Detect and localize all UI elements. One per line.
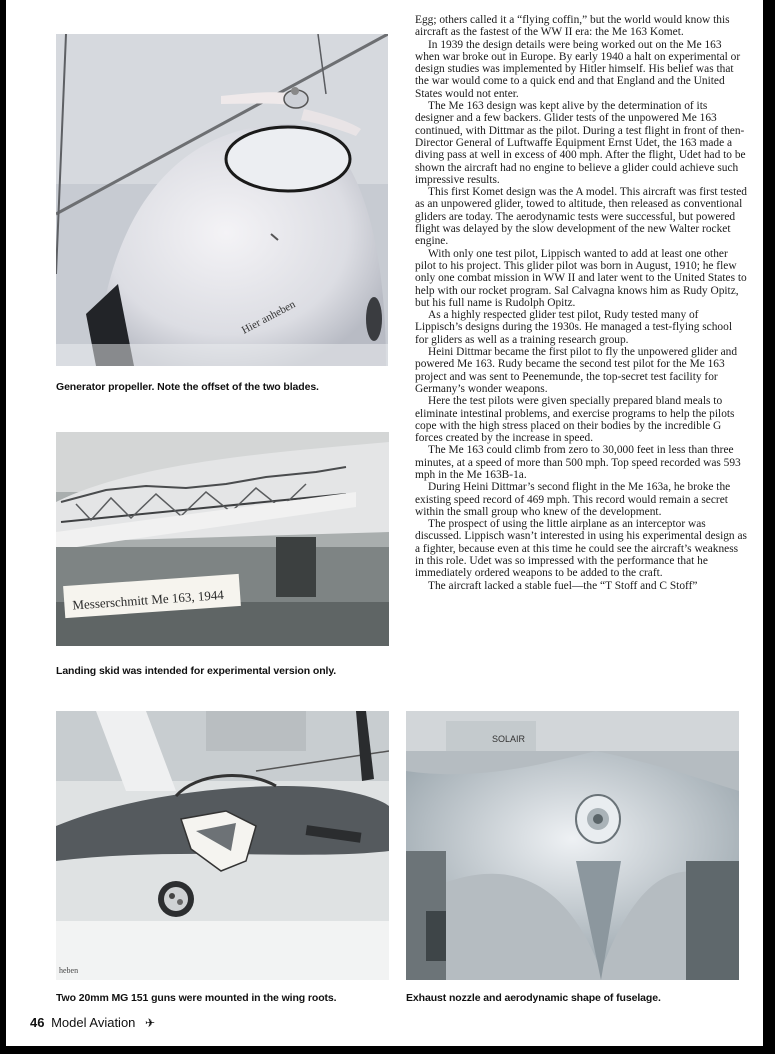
article-paragraph: The Me 163 could climb from zero to 30,000 feet in less than three minutes, at a speed of more than 500 mph. Top speed recorded was 593 mph in the Me 163B-1a. (415, 444, 741, 481)
page-folio (30, 1015, 155, 1030)
museum-plaque-text: Messerschmitt Me 163, 1944 (71, 587, 225, 613)
page-number: 46 (30, 1015, 45, 1030)
photo-wing-root-guns (56, 711, 389, 980)
photo-landing-skid (56, 432, 389, 646)
article-text-column (415, 14, 747, 592)
magazine-title: Model Aviation (51, 1015, 136, 1030)
photo-exhaust-nozzle (406, 711, 739, 980)
article-paragraph: With only one test pilot, Lippisch wanted to add at least one other pilot to his project. This glider pilot was born in August, 1910; he flew only one combat mission in WW II and later went to the United States to help with our rocket program. Sal Calvagna knows him as Rudy Opitz, but his full name is Rudolph Opitz. (415, 247, 747, 309)
article-paragraph: Egg; others called it a “flying coffin,” but the world would know this aircraft as the fastest of the WW II era: the Me 163 Komet. (415, 14, 730, 39)
article-paragraph: The aircraft lacked a stable fuel—the “T Stoff and C Stoff” (428, 579, 698, 592)
caption-landing-skid: Landing skid was intended for experimental version only. (56, 665, 337, 677)
photo-generator-propeller (56, 34, 388, 366)
caption-wing-root-guns: Two 20mm MG 151 guns were mounted in the wing roots. (56, 992, 337, 1004)
article-paragraph: As a highly respected glider test pilot, Rudy tested many of Lippisch’s designs during the 1930s. He managed a test-flying school for gliders as well as a training research group. (415, 309, 732, 346)
article-paragraph: During Heini Dittmar’s second flight in the Me 163a, he broke the existing speed record of 469 mph. This record would remain a secret within the small group who knew of the development. (415, 481, 731, 518)
article-paragraph: This first Komet design was the A model. This aircraft was first tested as an unpowered glider, towed to altitude, then released as conventional gliders are today. The aerodynamic tests were successful, but powered flight was delayed by the slow development of the new Walter rocket engine. (415, 186, 747, 248)
article-paragraph: The Me 163 design was kept alive by the determination of its designer and a few backers. Glider tests of the unpowered Me 163 continued, with Dittmar as the pilot. During a test flight in front of then-Director General of Luftwaffe Equipment Ernst Udet, the 163 made a diving pass at well in excess of 400 mph. After the flight, Udet had to be shown the aircraft had no engine to believe a glider could achieve such impressive results. (415, 100, 746, 186)
nose-stencil-text: Hier anheben (239, 298, 298, 337)
article-paragraph: The prospect of using the little airplane as an interceptor was discussed. Lippisch wasn’t interested in using his experimental design as a fighter, because even at this time he could see the aircraft’s weakness in this role. Udet was so impressed with the performance that he immediately ordered weapons to be added to the craft. (415, 518, 747, 580)
caption-exhaust-nozzle: Exhaust nozzle and aerodynamic shape of fuselage. (406, 992, 661, 1004)
tail-stencil-text: heben (59, 966, 79, 975)
article-paragraph: Here the test pilots were given specially prepared bland meals to eliminate intestinal problems, and exercise programs to help the pilots cope with the high stress placed on their bodies by the incredible G forces created by the increase in speed. (415, 395, 735, 445)
caption-generator-propeller: Generator propeller. Note the offset of the two blades. (56, 381, 319, 393)
hangar-sign-text: SOLAIR (492, 734, 526, 744)
airplane-icon: ✈ (145, 1016, 156, 1030)
article-paragraph: Heini Dittmar became the first pilot to fly the unpowered glider and powered Me 163. Rudy became the second test pilot for the Me 163 project and was sent to Peenemunde, the top-secret test facility for Germany’s wonder weapons. (415, 346, 738, 395)
magazine-page (6, 0, 763, 1046)
article-paragraph: In 1939 the design details were being worked out on the Me 163 when war broke out in Europe. By early 1940 a halt on experimental or design studies was implemented by Hitler himself. His belief was that the war would come to a quick end and that England and the United States would not enter. (415, 38, 741, 100)
